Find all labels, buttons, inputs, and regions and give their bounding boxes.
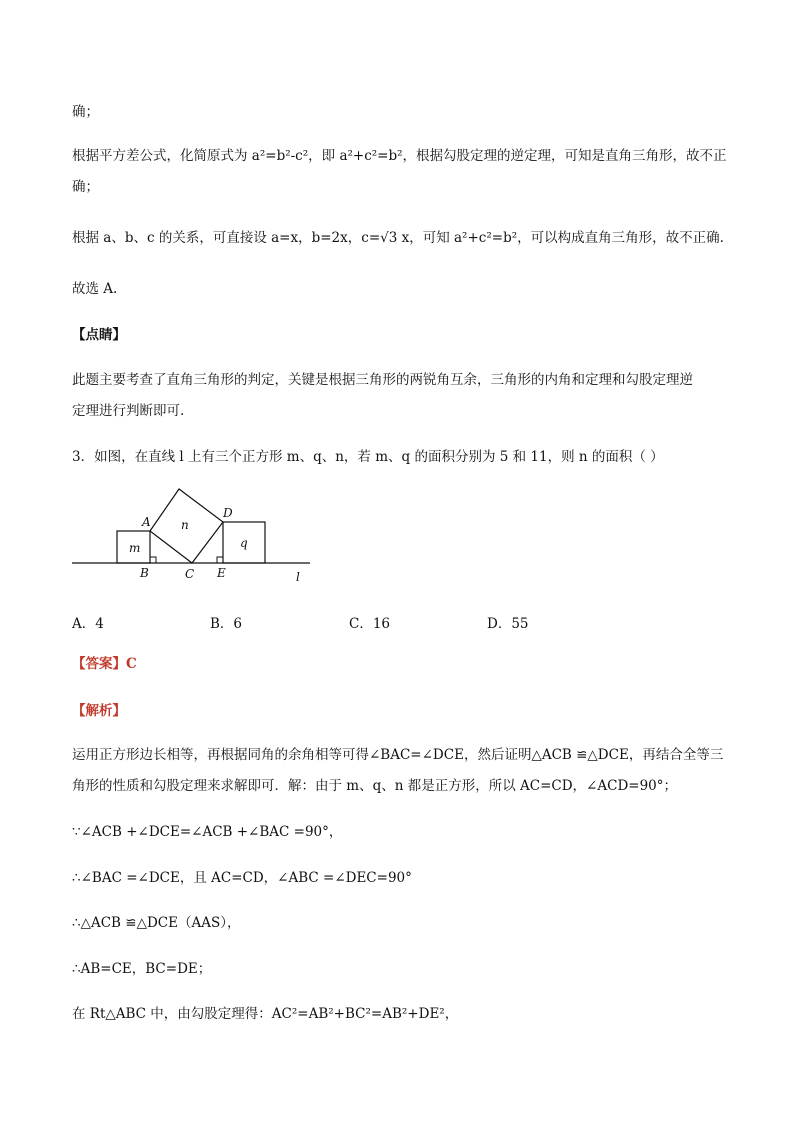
- geometry-figure: [60, 486, 330, 596]
- option-c: C．16: [349, 616, 391, 632]
- question-3-stem: 3．如图，在直线 l 上有三个正方形 m、q、n，若 m、q 的面积分别为 5 和 11，则 n 的面积（ ）: [72, 449, 664, 465]
- text-line-18: 在 Rt△ABC 中，由勾股定理得：AC²=AB²+BC²=AB²+DE²，: [72, 1006, 459, 1022]
- right-angle-B: [150, 557, 156, 563]
- text-line-3: 确；: [72, 179, 99, 195]
- option-b: B．6: [210, 616, 243, 632]
- text-line-16: ∴△ACB ≌△DCE（AAS），: [72, 915, 241, 931]
- option-a: A．4: [72, 616, 104, 632]
- label-C: C: [185, 567, 195, 581]
- text-line-2: 根据平方差公式，化简原式为 a²=b²-c²，即 a²+c²=b²，根据勾股定理的逆定理，可知是直角三角形，故不正: [72, 148, 727, 164]
- text-line-13: 角形的性质和勾股定理来求解即可．解：由于 m、q、n 都是正方形，所以 AC=CD，∠ACD=90°；: [72, 778, 678, 794]
- label-A: A: [142, 515, 151, 529]
- text-line-5: 故选 A.: [72, 281, 118, 297]
- section-heading-dianjing: 【点睛】: [72, 327, 126, 343]
- label-B: B: [140, 566, 149, 580]
- text-line-4: 根据 a、b、c 的关系，可直接设 a=x，b=2x，c=√3 x，可知 a²+c²=b²，可以构成直角三角形，故不正确.: [72, 230, 724, 246]
- right-angle-E: [217, 557, 223, 563]
- label-D: D: [223, 506, 233, 520]
- text-line-12: 运用正方形边长相等，再根据同角的余角相等可得∠BAC=∠DCE，然后证明△ACB ≌△DCE，再结合全等三: [72, 747, 724, 763]
- text-line-1: 确；: [72, 104, 99, 120]
- text-line-14: ∵∠ACB +∠DCE=∠ACB +∠BAC =90°，: [72, 824, 343, 840]
- answer-options: [72, 612, 722, 632]
- answer-label: 【答案】C: [72, 656, 137, 672]
- label-q: q: [240, 536, 248, 550]
- label-m: m: [129, 541, 141, 555]
- text-line-15: ∴∠BAC =∠DCE，且 AC=CD，∠ABC =∠DEC=90°: [72, 870, 412, 886]
- text-line-8: 定理进行判断即可.: [72, 403, 185, 419]
- text-line-7: 此题主要考查了直角三角形的判定，关键是根据三角形的两锐角互余，三角形的内角和定理和勾股定理逆: [72, 372, 693, 388]
- label-n: n: [181, 518, 189, 532]
- label-E: E: [217, 566, 226, 580]
- label-l: l: [296, 570, 300, 584]
- option-d: D．55: [487, 616, 529, 632]
- text-line-17: ∴AB=CE，BC=DE；: [72, 961, 212, 977]
- analysis-label: 【解析】: [72, 703, 126, 719]
